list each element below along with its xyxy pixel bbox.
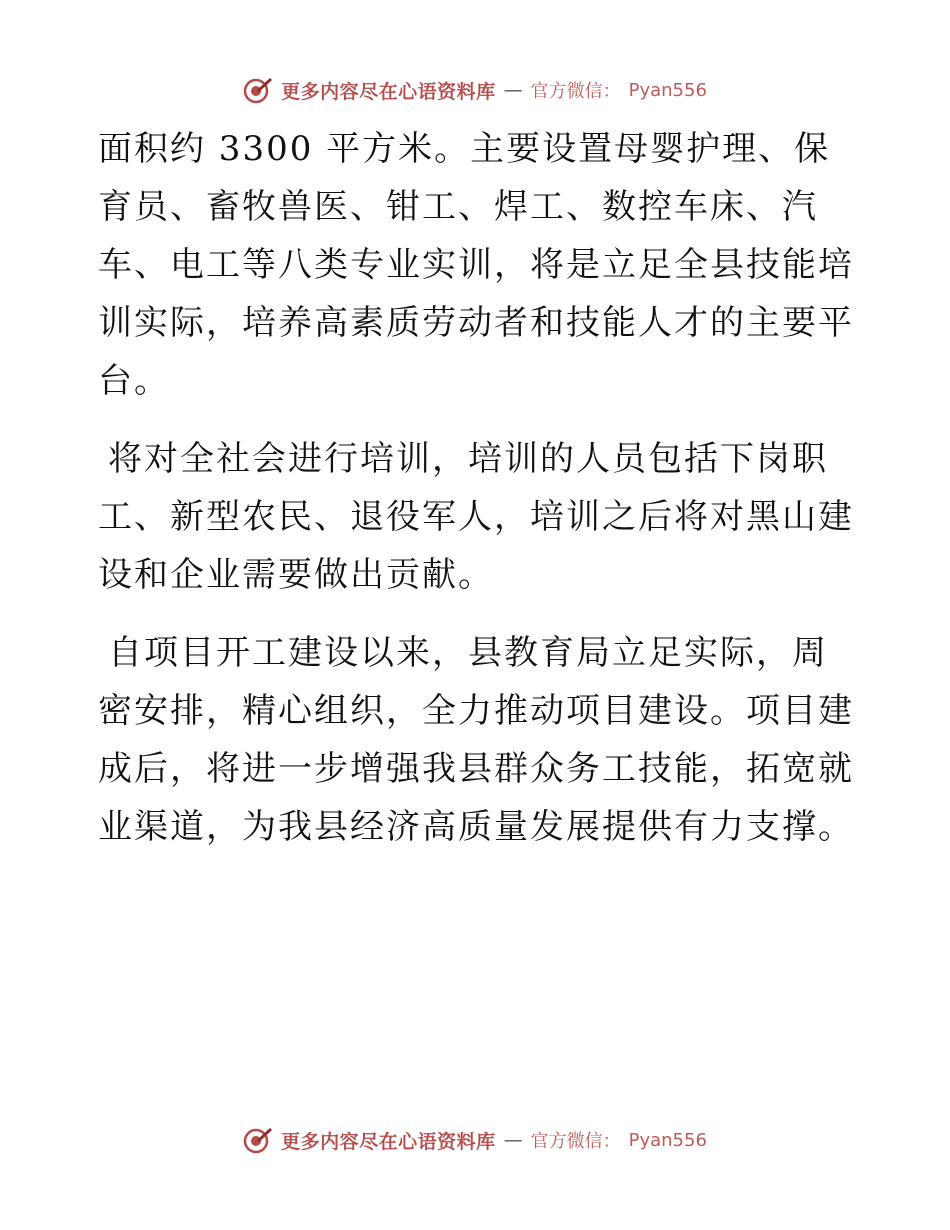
watermark-wechat-id: Pyan556 [628, 79, 707, 101]
paragraph-1: 面积约 3300 平方米。主要设置母婴护理、保育员、畜牧兽医、钳工、焊工、数控车床、汽车、电工等八类专业实训，将是立足全县技能培训实际，培养高素质劳动者和技能人才的主要平台。 [98, 129, 854, 401]
watermark-separator: — [503, 1129, 523, 1151]
watermark-wechat-label: 官方微信： [530, 81, 621, 102]
paragraph-3: 自项目开工建设以来，县教育局立足实际，周密安排，精心组织，全力推动项目建设。项目建成后，将进一步增强我县群众务工技能，拓宽就业渠道，为我县经济高质量发展提供有力支撑。 [98, 633, 854, 847]
pen-logo-icon [243, 75, 273, 105]
document-body [98, 120, 858, 876]
watermark-wechat-label: 官方微信： [530, 1131, 621, 1152]
watermark-text: 更多内容尽在心语资料库 [281, 1130, 496, 1153]
pen-logo-icon [243, 1125, 273, 1155]
watermark-text: 更多内容尽在心语资料库 [281, 80, 496, 103]
watermark-wechat-id: Pyan556 [628, 1129, 707, 1151]
header-watermark [0, 70, 950, 110]
footer-watermark [0, 1120, 950, 1160]
watermark-separator: — [503, 79, 523, 101]
paragraph-2: 将对全社会进行培训，培训的人员包括下岗职工、新型农民、退役军人，培训之后将对黑山建设和企业需要做出贡献。 [98, 439, 854, 595]
